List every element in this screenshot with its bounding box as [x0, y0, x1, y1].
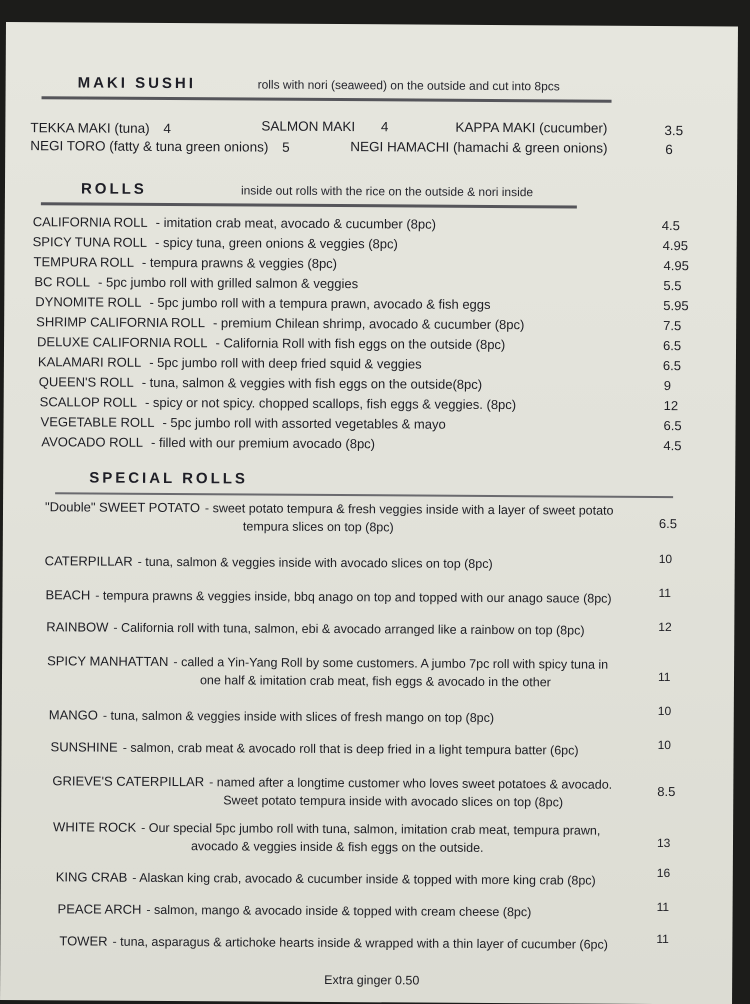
special-roll-desc-cont: tempura slices on top (8pc)	[242, 519, 394, 535]
roll-item	[4, 274, 736, 296]
special-roll-price: 10	[657, 737, 671, 753]
special-roll-line	[59, 932, 608, 953]
special-roll-desc: - tuna, salmon & veggies inside with avocado slices on top (8pc)	[137, 554, 493, 571]
roll-item-desc: - premium Chilean shrimp, avocado & cucumber (8pc)	[212, 315, 525, 333]
roll-item-desc: - tempura prawns & veggies (8pc)	[141, 254, 338, 272]
roll-item	[3, 414, 735, 436]
special-roll-desc-cont: Sweet potato tempura inside with avocado slices on top (8pc)	[223, 793, 564, 810]
roll-item-text	[39, 374, 482, 392]
roll-item-desc: - filled with our premium avocado (8pc)	[151, 434, 376, 452]
roll-item	[4, 374, 736, 396]
roll-item-name: SPICY TUNA ROLL	[32, 234, 148, 250]
roll-item-name: KALAMARI ROLL	[37, 354, 142, 370]
special-roll-price: 10	[658, 551, 673, 567]
special-roll-price: 13	[656, 835, 671, 851]
special-roll-name: PEACE ARCH	[57, 901, 142, 917]
special-roll-desc: - tuna, asparagus & artichoke hearts inside & wrapped with a thin layer of cucumber (6pc)	[112, 934, 608, 952]
roll-item-text	[41, 434, 375, 451]
roll-item-desc: - 5pc jumbo roll with grilled salmon & veggies	[98, 274, 359, 292]
maki-item	[455, 120, 607, 136]
special-roll-name: RAINBOW	[46, 619, 109, 635]
special-roll-line	[45, 552, 493, 573]
roll-item-price: 6.5	[663, 418, 682, 434]
roll-item-name: DYNOMITE ROLL	[35, 294, 142, 310]
special-roll-desc: - salmon, mango & avocado inside & topped with cream cheese (8pc)	[146, 902, 532, 920]
special-roll-desc: - Alaskan king crab, avocado & cucumber inside & topped with more king crab (8pc)	[132, 870, 596, 888]
special-roll-price: 8.5	[657, 783, 676, 800]
special-roll-desc: - named after a longtime customer who loves sweet potatoes & avocado.	[209, 775, 613, 792]
roll-item-text	[41, 414, 446, 431]
roll-item-text	[33, 234, 398, 251]
roll-item	[4, 394, 736, 416]
roll-item-text	[33, 254, 337, 271]
maki-item-price: 4	[163, 120, 171, 137]
roll-item-name: SHRIMP CALIFORNIA ROLL	[36, 314, 206, 331]
roll-item-price: 5.95	[663, 298, 689, 314]
special-roll-line	[58, 900, 532, 921]
maki-item	[30, 138, 289, 155]
special-roll-name: CATERPILLAR	[44, 553, 133, 569]
roll-item-price: 4.95	[663, 258, 689, 274]
roll-item	[4, 314, 736, 336]
maki-item	[30, 120, 171, 136]
roll-item-price: 4.5	[661, 218, 680, 234]
special-roll-price: 6.5	[658, 515, 678, 532]
maki-item	[261, 119, 388, 135]
special-roll-desc: - salmon, crab meat & avocado roll that is deep fried in a light tempura batter (6pc)	[122, 740, 579, 758]
special-roll-name: SUNSHINE	[50, 739, 118, 755]
roll-item-desc: - tuna, salmon & veggies with fish eggs on the outside(8pc)	[141, 374, 483, 392]
special-roll-line	[53, 818, 600, 839]
roll-item-name: SCALLOP ROLL	[39, 394, 138, 410]
special-roll-line	[45, 586, 611, 607]
maki-section-title: MAKI SUSHI	[77, 74, 197, 93]
special-roll-name: MANGO	[48, 707, 98, 723]
roll-item-price: 12	[663, 398, 679, 414]
roll-item-name: BC ROLL	[34, 274, 91, 290]
special-roll-name: "Double" SWEET POTATO	[44, 499, 201, 516]
maki-divider	[42, 96, 612, 102]
roll-item-name: QUEEN'S ROLL	[38, 374, 134, 390]
special-roll-name: TOWER	[59, 933, 108, 949]
maki-item-name: NEGI HAMACHI (hamachi & green onions)	[350, 139, 608, 156]
roll-item-desc: - spicy tuna, green onions & veggies (8pc)	[155, 234, 398, 252]
special-roll-line	[51, 738, 579, 759]
roll-item-text	[36, 314, 524, 332]
special-roll-price: 11	[657, 669, 671, 685]
roll-item-name: DELUXE CALIFORNIA ROLL	[37, 334, 208, 351]
maki-item-name: TEKKA MAKI (tuna)	[30, 120, 150, 136]
roll-item	[4, 354, 736, 376]
special-roll-name: BEACH	[45, 587, 91, 603]
roll-item-text	[33, 214, 436, 231]
maki-item-price: 4	[380, 119, 389, 135]
maki-item	[350, 139, 607, 156]
special-roll-name: KING CRAB	[55, 869, 128, 885]
maki-item-name: KAPPA MAKI (cucumber)	[455, 119, 608, 136]
roll-item-desc: - spicy or not spicy. chopped scallops, fish eggs & veggies. (8pc)	[144, 394, 517, 413]
roll-item	[3, 434, 735, 456]
roll-item-name: VEGETABLE ROLL	[40, 414, 155, 430]
roll-item-name: AVOCADO ROLL	[41, 434, 144, 450]
special-roll-price: 12	[658, 619, 672, 635]
roll-item-price: 9	[663, 378, 672, 394]
special-roll-line	[56, 868, 596, 889]
maki-item-price: 3.5	[664, 123, 684, 139]
special-roll-desc: - sweet potato tempura & fresh veggies inside with a layer of sweet potato	[204, 501, 614, 518]
extra-ginger-note: Extra ginger 0.50	[324, 972, 420, 988]
roll-item	[5, 234, 737, 256]
roll-item-name: TEMPURA ROLL	[33, 254, 135, 270]
roll-item	[5, 214, 737, 236]
special-roll-desc: - tuna, salmon & veggies inside with slices of fresh mango on top (8pc)	[102, 708, 495, 725]
special-roll-line	[47, 652, 608, 673]
special-roll-name: WHITE ROCK	[53, 819, 137, 835]
rolls-divider	[41, 202, 577, 208]
special-roll-price: 11	[656, 899, 670, 915]
roll-item-text	[35, 294, 490, 312]
special-roll-price: 10	[657, 703, 672, 719]
roll-item	[4, 254, 736, 276]
roll-item-name: CALIFORNIA ROLL	[32, 214, 148, 230]
special-roll-desc: - called a Yin-Yang Roll by some customers. A jumbo 7pc roll with spicy tuna in	[173, 655, 609, 672]
roll-item-text	[37, 334, 505, 352]
special-divider	[55, 492, 673, 498]
maki-item-name: SALMON MAKI	[261, 118, 356, 135]
special-roll-desc: - tempura prawns & veggies inside, bbq anago on top and topped with our anago sauce (8pc)	[95, 588, 612, 606]
special-roll-desc: - Our special 5pc jumbo roll with tuna, salmon, imitation crab meat, tempura prawn,	[141, 820, 601, 838]
roll-item-desc: - 5pc jumbo roll with a tempura prawn, avocado & fish eggs	[149, 294, 491, 312]
roll-item-text	[38, 354, 422, 371]
roll-item-price: 6.5	[662, 358, 682, 374]
special-section-title: SPECIAL ROLLS	[89, 469, 249, 488]
roll-item-price: 4.5	[663, 438, 682, 454]
roll-item-text	[34, 274, 358, 291]
roll-item-desc: - 5pc jumbo roll with deep fried squid & veggies	[149, 354, 422, 372]
special-roll-desc-cont: avocado & veggies inside & fish eggs on the outside.	[190, 839, 484, 855]
menu-page	[0, 22, 738, 1004]
maki-item-price: 6	[665, 142, 673, 158]
roll-item-text	[40, 394, 517, 412]
special-roll-price: 11	[656, 931, 669, 947]
roll-item-price: 6.5	[662, 338, 682, 354]
maki-item-price: 5	[282, 139, 290, 155]
special-roll-name: SPICY MANHATTAN	[47, 653, 169, 670]
special-roll-price: 16	[656, 865, 671, 881]
roll-item-price: 7.5	[663, 318, 682, 334]
roll-item-price: 5.5	[663, 278, 682, 294]
special-roll-desc-cont: one half & imitation crab meat, fish eggs & avocado in the other	[199, 673, 551, 690]
maki-item-name: NEGI TORO (fatty & tuna green onions)	[30, 138, 269, 155]
special-roll-line	[52, 772, 612, 793]
maki-section-subtitle: rolls with nori (seaweed) on the outside and cut into 8pcs	[257, 77, 560, 94]
roll-item-desc: - California Roll with fish eggs on the outside (8pc)	[215, 335, 506, 353]
roll-item-price: 4.95	[662, 238, 689, 254]
special-roll-line	[45, 498, 614, 519]
special-roll-line	[49, 706, 494, 727]
roll-item-desc: - 5pc jumbo roll with assorted vegetables & mayo	[162, 414, 446, 432]
special-roll-desc: - California roll with tuna, salmon, ebi & avocado arranged like a rainbow on top (8pc)	[113, 620, 585, 638]
rolls-section-title: ROLLS	[80, 180, 147, 198]
roll-item-desc: - imitation crab meat, avocado & cucumber (8pc)	[155, 214, 437, 232]
roll-item	[4, 294, 736, 316]
special-roll-name: GRIEVE'S CATERPILLAR	[52, 773, 205, 790]
roll-item	[4, 334, 736, 356]
rolls-section-subtitle: inside out rolls with the rice on the outside & nori inside	[240, 183, 534, 200]
special-roll-line	[46, 618, 584, 639]
special-roll-price: 11	[658, 585, 672, 601]
